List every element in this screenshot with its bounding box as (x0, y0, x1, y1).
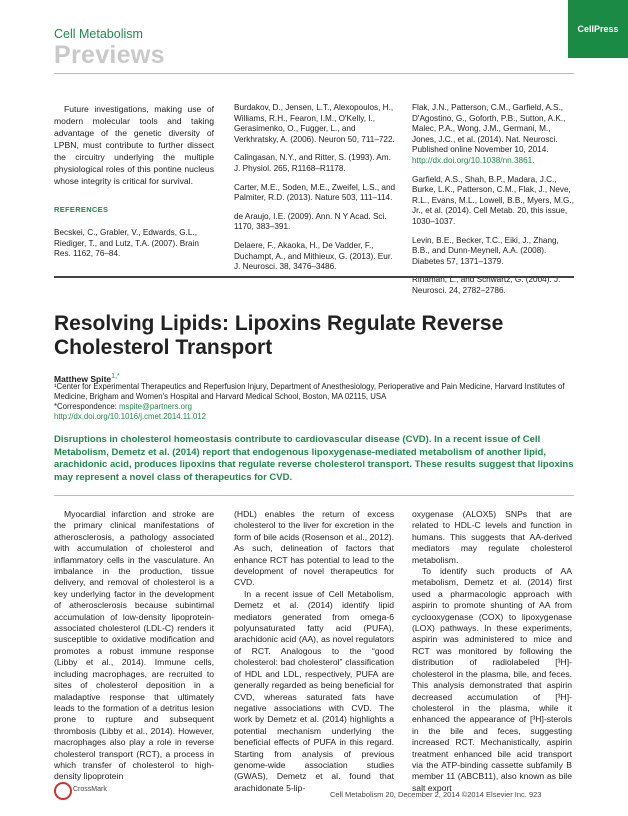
body-col-2 (234, 509, 394, 794)
reference: Delaere, F., Akaoka, H., De Vadder, F., Duchampt, A., and Mithieux, G. (2013). Eur. J. Neurosci. 38, 3476–3486. (234, 240, 393, 272)
reference: Carter, M.E., Soden, M.E., Zweifel, L.S., and Palmiter, R.D. (2013). Nature 503, 111–114. (234, 182, 396, 203)
reference: Burdakov, D., Jensen, L.T., Alexopoulos, H., Williams, R.H., Fearon, I.M., O'Kelly, I., Gerasimenko, O., Fugger, L., and Verkhratsky, A. (2006). Neuron 50, 711–722. (234, 103, 395, 144)
references-col-2 (234, 103, 396, 281)
section-divider (54, 276, 574, 278)
crossmark-icon[interactable] (54, 782, 72, 800)
reference: de Araujo, I.E. (2009). Ann. N Y Acad. Sci. 1170, 383–391. (234, 211, 387, 232)
reference: Garfield, A.S., Shah, B.P., Madara, J.C., Burke, L.K., Patterson, C.M., Flak, J., Neve, R.L., Evans, M.L., Lowell, B.B., Myers, M.G., Jr., et al. (2014). Cell Metab. 20, this issue, 1030–1037. (412, 174, 574, 226)
publisher-logo: CellPress (568, 0, 628, 58)
journal-name: Cell Metabolism (54, 27, 143, 41)
author-sup: 1,* (111, 372, 120, 380)
correspondence: *Correspondence: mspite@partners.org (54, 402, 192, 411)
reference-link[interactable]: http://dx.doi.org/10.1038/nn.3861. (412, 155, 535, 165)
body-col-1 (54, 509, 214, 783)
doi-link[interactable]: http://dx.doi.org/10.1016/j.cmet.2014.11.012 (54, 412, 207, 421)
abstract: Disruptions in cholesterol homeostasis contribute to cardiovascular disease (CVD). In a recent issue of Cell Metabolism, Demetz et al. (2014) report that endogenous lipoxygenase-mediated metabolism of another lipid, arachidonic acid, produces lipoxins that regulate reverse cholesterol transport. These results suggest that lipoxins may represent a novel class of therapeutics for CVD. (54, 434, 574, 483)
reference: Calingasan, N.Y., and Ritter, S. (1993). Am. J. Physiol. 265, R1168–R1178. (234, 153, 391, 173)
reference: Becskei, C., Grabler, V., Edwards, G.L., Riediger, T., and Lutz, T.A. (2007). Brain Res. 1162, 76–84. (54, 228, 199, 259)
footer-citation: Cell Metabolism 20, December 2, 2014 ©2014 Elsevier Inc. 923 (330, 790, 542, 799)
header-rule (54, 73, 574, 74)
body-col-3 (412, 509, 572, 794)
reference: Rinaman, L., and Schwartz, G. (2004). J. Neurosci. 24, 2782–2786. (412, 275, 561, 295)
affiliation: ¹Center for Experimental Therapeutics and Reperfusion Injury, Department of Anesthesiology, Perioperative and Pain Medicine, Harvard Institutes of Medicine, Brigham and Women's Hospital and Harvard Medical School, Boston, MA 02115, USA (54, 382, 565, 401)
reference: Flak, J.N., Patterson, C.M., Garfield, A.S., D'Agostino, G., Goforth, P.B., Sutton, A.K., Malec, P.A., Wong, J.M., Germani, M., Jones, J.C., et al. (2014). Nat. Neurosci. Published online November 10, 2014. http://dx.doi.org/10.1038/nn.3861. (412, 103, 566, 165)
section-label: Previews (54, 41, 165, 69)
abstract-rule (54, 495, 574, 496)
intro-paragraph (54, 103, 214, 187)
author-name: Matthew Spite (54, 373, 112, 384)
body-paragraph: (HDL) enables the return of excess cholesterol to the liver for excretion in the form of bile acids (Rosenson et al., 2012). As such, delineation of factors that enhance RCT has potential to lead to the development of novel therapeutics for CVD. (234, 509, 394, 588)
references-col-3 (412, 103, 574, 305)
affiliation-block (54, 382, 574, 422)
crossmark-label: CrossMark (73, 786, 107, 793)
body-paragraph: oxygenase (ALOX5) SNPs that are related to HDL-C levels and function in humans. This suggests that AA-derived mediators may regulate cholesterol metabolism. (412, 509, 572, 565)
references-col-1 (54, 228, 216, 268)
reference: Levin, B.E., Becker, T.C., Eiki, J., Zhang, B.B., and Dunn-Meynell, A.A. (2008). Diabetes 57, 1371–1379. (412, 235, 559, 266)
references-heading: REFERENCES (54, 205, 109, 214)
body-paragraph: To identify such products of AA metabolism, Demetz et al. (2014) first used a pharmacologic approach with aspirin to promote shunting of AA from cyclooxygenase (COX) to lipoxygenase (LOX) pathways. In these experiments, aspirin was administered to mice and RCT was monitored by following the distribution of radiolabeled [³H]-cholesterol in the plasma, bile, and feces. This analysis demonstrated that aspirin decreased accumulation of [³H]-cholesterol in the plasma, while it enhanced the appearance of [³H]-sterols in the bile and feces, suggesting increased RCT. Mechanistically, aspirin treatment enhanced bile acid transport via the ATP-binding cassette subfamily B member 11 (ABCB11), also known as bile salt export (412, 566, 572, 793)
body-paragraph: In a recent issue of Cell Metabolism, Demetz et al. (2014) identify lipid mediators generated from omega-6 polyunsaturated fatty acid (PUFA), arachidonic acid (AA), as novel regulators of RCT. Analogous to the “good cholesterol: bad cholesterol” classification of HDL and LDL, respectively, PUFA are generally regarded as being beneficial for CVD, whereas saturated fats have negative associations with CVD. The work by Demetz et al. (2014) highlights a potential mechanism underlying the beneficial effects of PUFA in this regard. Starting from analysis of previous genome-wide association studies (GWAS), Demetz et al. found that arachidonate 5-lip- (234, 588, 394, 793)
article-title: Resolving Lipids: Lipoxins Regulate Reverse Cholesterol Transport (54, 312, 504, 359)
body-paragraph: Myocardial infarction and stroke are the primary clinical manifestations of atherosclerosis, a pathology associated with accumulation of cholesterol and inflammatory cells in the vasculature. An imbalance in the production, tissue delivery, and removal of cholesterol is a key underlying factor in the development of atherosclerosis because subintimal accumulation of low-density lipoprotein-associated cholesterol (LDL-C) renders it susceptible to oxidative modification and promotes a robust immune response (Libby et al., 2014). Immune cells, including macrophages, are recruited to sites of cholesterol deposition in a maladaptive response that ultimately leads to the formation of a detritus lesion prone to rupture and subsequent thrombosis (Libby et al., 2014). However, macrophages also play a role in reverse cholesterol transport (RCT), a process in which transfer of cholesterol to high-density lipoprotein (54, 509, 214, 782)
email-link[interactable]: mspite@partners.org (119, 402, 192, 411)
intro-text: Future investigations, making use of modern molecular tools and taking advantage of the genetic diversity of LPBN, must contribute to further dissect the circuitry underlying the multiple physiological roles of this pontine nucleus whose integrity is critical for survival. (54, 104, 214, 186)
